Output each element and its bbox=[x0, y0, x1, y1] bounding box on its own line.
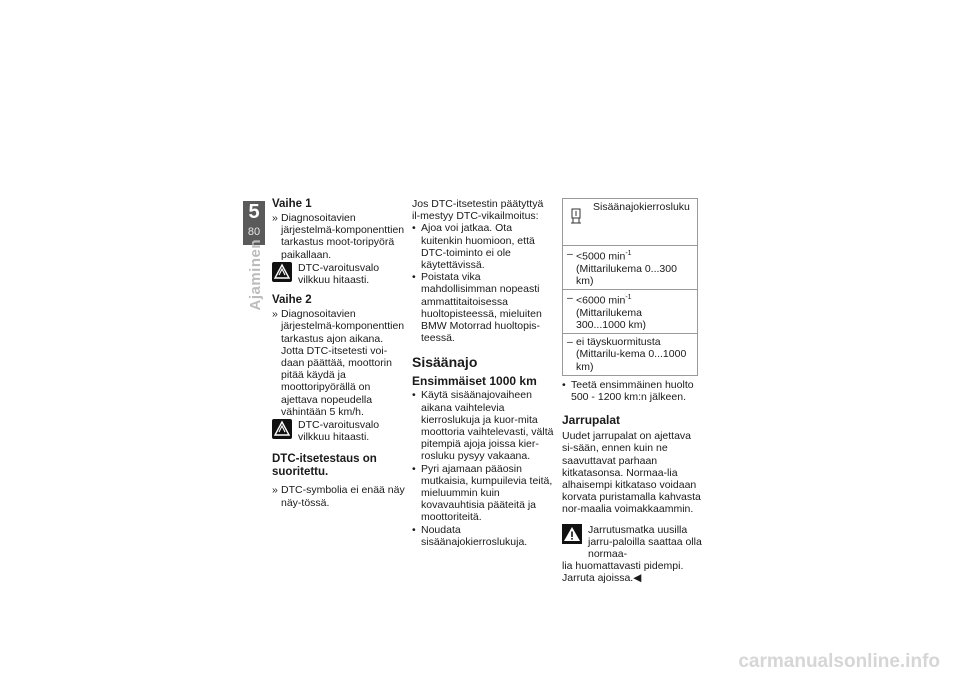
list-item-text: Pyri ajamaan pääosin mutkaisia, kumpuilevia teitä, mieluummin kuin kovavauhtisia pääteitä ja moottoriteitä. bbox=[421, 462, 553, 524]
heading-break-in: Sisäänajo bbox=[412, 354, 478, 371]
warning-3-text-c: Jarruta ajoissa. bbox=[562, 572, 634, 585]
heading-first-1000km: Ensimmäiset 1000 km bbox=[412, 374, 537, 389]
watermark-text: carmanualsonline.info bbox=[738, 651, 940, 672]
table-row bbox=[563, 290, 698, 334]
list-item bbox=[412, 524, 554, 548]
end-mark-icon: ◀ bbox=[633, 572, 642, 585]
dtc-warning-icon bbox=[272, 419, 292, 439]
bullet-marker: • bbox=[562, 378, 566, 391]
table-row-content bbox=[567, 336, 693, 373]
table-row bbox=[563, 246, 698, 290]
warning-triangle-icon bbox=[562, 524, 582, 544]
table-row-content bbox=[567, 248, 693, 287]
warning-3 bbox=[562, 524, 702, 585]
bullet-marker: • bbox=[412, 389, 416, 402]
service-item bbox=[562, 379, 702, 403]
list-item bbox=[412, 389, 554, 462]
row-tail: (Mittarilukema 300...1000 km) bbox=[576, 306, 647, 332]
step-1-text: Diagnosoitavien järjestelmä-komponenttien tarkastus moot-toripyörä paikallaan. bbox=[281, 212, 405, 261]
table-cell bbox=[563, 246, 698, 290]
heading-step-2: Vaihe 2 bbox=[272, 294, 312, 307]
page-number: 80 bbox=[247, 226, 261, 238]
column-2 bbox=[412, 198, 554, 548]
list-item-text: Noudata sisäänajokierroslukuja. bbox=[421, 523, 528, 548]
heading-self-test-done: DTC-itsetestaus on suoritettu. bbox=[272, 453, 377, 479]
table-row-content bbox=[567, 292, 693, 331]
step-2-item bbox=[272, 308, 405, 418]
warning-1 bbox=[272, 262, 405, 286]
bullet-marker: • bbox=[412, 271, 416, 284]
table-header-row bbox=[563, 199, 698, 246]
arrow-marker: » bbox=[272, 484, 278, 497]
brake-pads-text: Uudet jarrupalat on ajettava si-sään, ennen kuin ne saavuttavat parhaan kitkatasonsa. Normaa-lia alhaisempi kitkataso voidaan korvata puristamalla kahvasta nor-maalia voimakkaammin. bbox=[562, 430, 701, 516]
row-sup: -1 bbox=[625, 294, 632, 302]
intro-text: Jos DTC-itsetestin päätyttyä il-mestyy DTC-vikailmoitus: bbox=[412, 198, 544, 223]
column-1 bbox=[272, 198, 405, 509]
heading-brake-pads: Jarrupalat bbox=[562, 413, 621, 428]
service-text: Teetä ensimmäinen huolto 500 - 1200 km:n jälkeen. bbox=[571, 378, 694, 404]
row-main: <5000 min bbox=[576, 250, 626, 263]
column-3 bbox=[562, 198, 702, 585]
tachometer-icon bbox=[571, 207, 581, 225]
dtc-warning-icon bbox=[272, 262, 292, 282]
row-tail: (Mittarilukema 0...300 km) bbox=[576, 262, 677, 287]
arrow-marker: » bbox=[272, 212, 278, 224]
done-text: DTC-symbolia ei enää näy näy-tössä. bbox=[281, 484, 405, 509]
list-item-text: Poistata vika mahdollisimman nopeasti ammattitaitoisessa huoltopisteessä, mieluiten BMW Motorrad huoltopis-teessä. bbox=[421, 271, 542, 345]
bullet-marker: • bbox=[412, 523, 416, 536]
step-1-item bbox=[272, 212, 405, 261]
warning-2 bbox=[272, 419, 405, 443]
warning-3-text-c-wrap bbox=[562, 572, 702, 584]
list-item-text: Ajoa voi jatkaa. Ota kuitenkin huomioon, että DTC-toiminto ei ole käytettävissä. bbox=[421, 222, 535, 272]
warning-2-text: DTC-varoitusvalo vilkkuu hitaasti. bbox=[298, 419, 380, 444]
warning-3-head bbox=[562, 524, 702, 561]
bullet-marker: • bbox=[412, 462, 416, 475]
list-item bbox=[412, 271, 554, 344]
list-item bbox=[412, 463, 554, 524]
dash-marker: – bbox=[567, 248, 573, 260]
section-title: Ajaminen bbox=[247, 239, 264, 311]
arrow-marker: » bbox=[272, 308, 278, 321]
table-cell bbox=[563, 290, 698, 334]
dash-marker: – bbox=[567, 292, 573, 305]
table-header-text: Sisäänajokierrosluku bbox=[593, 201, 690, 213]
warning-3-text-a: Jarrutusmatka uusilla jarru-paloilla saattaa olla normaa- bbox=[588, 523, 702, 561]
warning-3-text-b: lia huomattavasti pidempi. bbox=[562, 560, 684, 573]
list-item bbox=[412, 222, 554, 271]
watermark bbox=[0, 651, 940, 673]
list-item-text: Käytä sisäänajovaiheen aikana vaihtelevia kierroslukuja ja kuor-mita moottoria vaihtelevasti, vältä pitempiä ajoja joissa kier-rosluku pysyy vakaana. bbox=[421, 389, 554, 463]
break-in-rpm-table bbox=[562, 198, 698, 376]
warning-1-text: DTC-varoitusvalo vilkkuu hitaasti. bbox=[298, 261, 380, 287]
table-row bbox=[563, 334, 698, 376]
step-2-text: Diagnosoitavien järjestelmä-komponenttien tarkastus ajon aikana. Jotta DTC-itsetesti voi-daan päättää, moottorin pitää käydä ja moottoripyörällä on ajettava nopeudella vähintään 5 km/h. bbox=[281, 308, 405, 418]
row-main: <6000 min bbox=[576, 294, 626, 307]
chapter-number: 5 bbox=[248, 201, 260, 223]
dash-marker: – bbox=[567, 336, 573, 349]
row-sup: -1 bbox=[625, 250, 632, 257]
done-item bbox=[272, 484, 405, 508]
bullet-marker: • bbox=[412, 222, 416, 235]
table-cell bbox=[563, 334, 698, 376]
row-main: ei täyskuormitusta (Mittarilu-kema 0...1000 km) bbox=[576, 336, 687, 373]
table-header-cell bbox=[563, 199, 698, 246]
heading-step-1: Vaihe 1 bbox=[272, 198, 312, 210]
